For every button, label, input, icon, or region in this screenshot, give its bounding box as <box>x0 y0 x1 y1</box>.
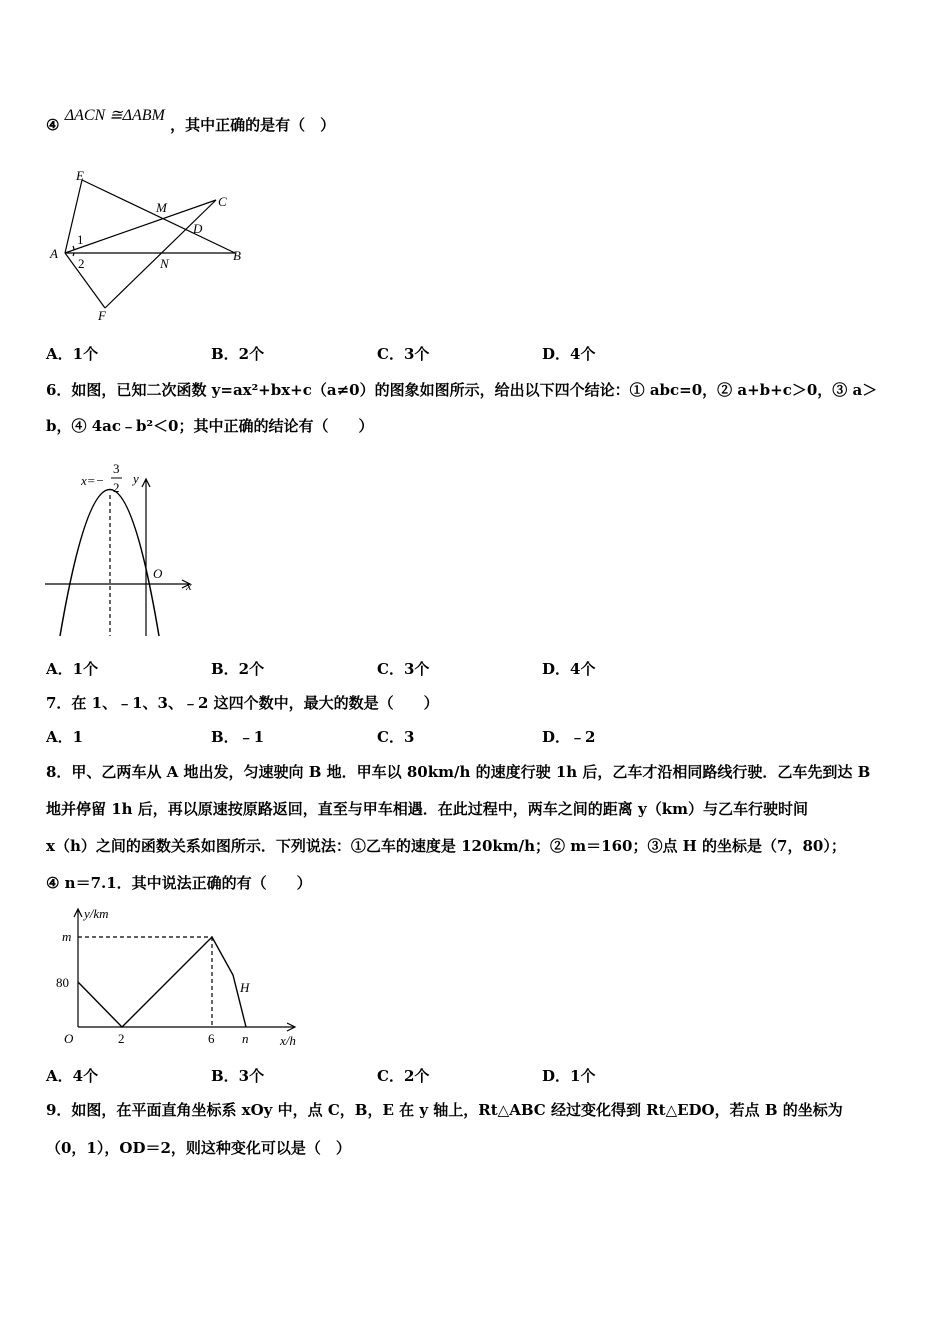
q7-line1: 7．在 1、﹣1、3、﹣2 这四个数中，最大的数是（ ） <box>46 694 439 712</box>
q7-option-a[interactable]: A．1 <box>46 728 84 746</box>
q8-label-h: H <box>240 980 250 995</box>
q6-figure <box>40 455 210 640</box>
q6-label-num: 3 <box>113 461 120 476</box>
q8-option-c[interactable]: C．2个 <box>377 1067 430 1085</box>
q6-label-x: x <box>186 578 192 593</box>
q8-option-b[interactable]: B．3个 <box>211 1067 265 1085</box>
q5-label-a: A <box>50 246 58 261</box>
q7-option-d[interactable]: D．﹣2 <box>542 728 596 746</box>
q6-option-d[interactable]: D．4个 <box>542 660 596 678</box>
q6-label-y: y <box>133 471 139 486</box>
q5-line-eb <box>82 180 235 253</box>
q8-line3: x（h）之间的函数关系如图所示．下列说法：①乙车的速度是 120km/h；② m＝160；③点 H 的坐标是（7，80）； <box>46 837 846 855</box>
q5-item4-tail: ，其中正确的是有（ ） <box>170 116 336 134</box>
q7-option-c[interactable]: C．3 <box>377 728 415 746</box>
q6-label-o: O <box>153 566 163 581</box>
q5-label-b: B <box>233 248 241 263</box>
q6-label-x-eq: x=− <box>81 473 105 488</box>
q8-label-m: m <box>62 929 72 944</box>
q5-label-d: D <box>193 221 203 236</box>
q8-label-2: 2 <box>118 1031 125 1046</box>
q8-line2: 地并停留 1h 后，再以原速按原路返回，直至与甲车相遇．在此过程中，两车之间的距离 y（km）与乙车行驶时间 <box>46 800 808 818</box>
q5-item4 <box>46 107 336 136</box>
q5-label-m: M <box>156 200 167 215</box>
q5-option-c[interactable]: C．3个 <box>377 345 430 363</box>
q5-label-1: 1 <box>77 232 84 247</box>
q5-line-fc <box>105 200 216 308</box>
q6-option-a[interactable]: A．1个 <box>46 660 99 678</box>
q8-label-80: 80 <box>56 975 69 990</box>
q5-label-e: E <box>76 168 84 183</box>
q8-label-xaxis: x/h <box>280 1033 296 1048</box>
q8-line1: 8．甲、乙两车从 A 地出发，匀速驶向 B 地．甲车以 80km/h 的速度行驶 1h 后，乙车才沿相同路线行驶．乙车先到达 B <box>46 763 871 781</box>
q6-option-c[interactable]: C．3个 <box>377 660 430 678</box>
q5-label-f: F <box>98 308 106 323</box>
q5-option-b[interactable]: B．2个 <box>211 345 265 363</box>
q9-line1: 9．如图，在平面直角坐标系 xOy 中，点 C，B，E 在 y 轴上，Rt△ABC 经过变化得到 Rt△EDO，若点 B 的坐标为 <box>46 1101 843 1119</box>
q6-option-b[interactable]: B．2个 <box>211 660 265 678</box>
q5-angle-1 <box>73 246 74 250</box>
q5-line-af <box>65 253 105 308</box>
q5-option-a[interactable]: A．1个 <box>46 345 99 363</box>
q8-option-a[interactable]: A．4个 <box>46 1067 99 1085</box>
q6-line2: b，④ 4ac﹣b²＜0；其中正确的结论有（ ） <box>46 417 374 435</box>
q5-item4-formula: ΔACN ≅ΔABM <box>64 107 165 124</box>
q8-graph-line <box>78 937 246 1027</box>
q8-label-n: n <box>242 1031 249 1046</box>
q6-label-den: 2 <box>113 480 120 495</box>
q5-item4-marker: ④ <box>46 116 60 134</box>
q8-figure <box>40 903 315 1053</box>
q7-option-b[interactable]: B．﹣1 <box>211 728 265 746</box>
q8-option-d[interactable]: D．1个 <box>542 1067 596 1085</box>
q6-line1: 6．如图，已知二次函数 y=ax²+bx+c（a≠0）的图象如图所示，给出以下四个结论：① abc=0，② a+b+c＞0，③ a＞ <box>46 381 878 399</box>
q5-label-c: C <box>218 194 227 209</box>
q8-label-6: 6 <box>208 1031 215 1046</box>
q8-line4: ④ n＝7.1．其中说法正确的有（ ） <box>46 874 312 892</box>
q5-figure <box>40 160 260 330</box>
q5-label-2: 2 <box>78 256 85 271</box>
q5-option-d[interactable]: D．4个 <box>542 345 596 363</box>
q5-label-n: N <box>160 256 169 271</box>
q8-label-yaxis: y/km <box>84 906 109 921</box>
q9-line2: （0，1），OD＝2，则这种变化可以是（ ） <box>46 1139 351 1157</box>
q8-label-o: O <box>64 1031 74 1046</box>
